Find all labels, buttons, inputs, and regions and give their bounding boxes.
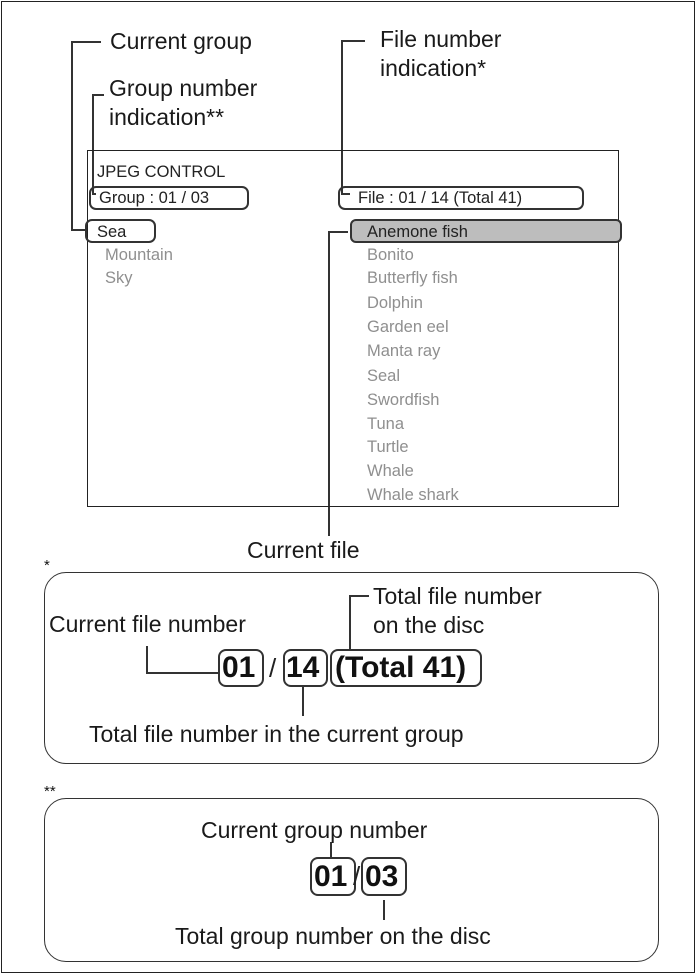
group-item-mountain[interactable]: Mountain [105, 246, 173, 264]
file-number-indication-label-2: indication* [380, 55, 487, 81]
total-groups-label: Total group number on the disc [175, 923, 491, 949]
file-item[interactable]: Garden eel [367, 318, 449, 336]
file-item[interactable]: Dolphin [367, 294, 423, 312]
file-item[interactable]: Manta ray [367, 342, 441, 360]
group-item-sea[interactable]: Sea [97, 223, 127, 241]
current-group-number-label: Current group number [201, 817, 428, 843]
file-item[interactable]: Whale [367, 462, 414, 480]
group-note-marker: ** [44, 783, 56, 800]
file-indicator: File : 01 / 14 (Total 41) [358, 189, 523, 207]
current-group-label: Current group [110, 28, 252, 54]
file-note-marker: * [44, 557, 50, 574]
current-file-number-label: Current file number [49, 611, 246, 637]
current-file-label: Current file [247, 537, 360, 563]
group-number-indication-label: Group number [109, 75, 258, 101]
file-item[interactable]: Bonito [367, 246, 414, 264]
total-groups-number: 03 [365, 860, 399, 893]
files-in-group-label: Total file number in the current group [89, 721, 464, 747]
group-number-indication-label-2: indication** [109, 104, 225, 130]
file-item[interactable]: Turtle [367, 438, 409, 456]
total-file-number-disc-label-2: on the disc [373, 612, 485, 638]
total-file-number-disc-label: Total file number [373, 583, 542, 609]
screen-title: JPEG CONTROL [97, 163, 226, 181]
current-file-number: 01 [222, 651, 256, 684]
file-slash: / [269, 653, 277, 683]
group-slash: / [353, 861, 361, 891]
group-item-sky[interactable]: Sky [105, 269, 133, 287]
file-item[interactable]: Anemone fish [367, 223, 468, 241]
file-item[interactable]: Seal [367, 367, 401, 385]
current-group-number: 01 [314, 860, 348, 893]
file-item[interactable]: Tuna [367, 415, 404, 433]
group-indicator: Group : 01 / 03 [99, 189, 210, 207]
file-number-indication-label: File number [380, 26, 502, 52]
file-item[interactable]: Swordfish [367, 391, 440, 409]
total-files-number: (Total 41) [335, 651, 467, 684]
files-in-group-number: 14 [286, 651, 320, 684]
file-item[interactable]: Butterfly fish [367, 269, 458, 287]
file-item[interactable]: Whale shark [367, 486, 459, 504]
